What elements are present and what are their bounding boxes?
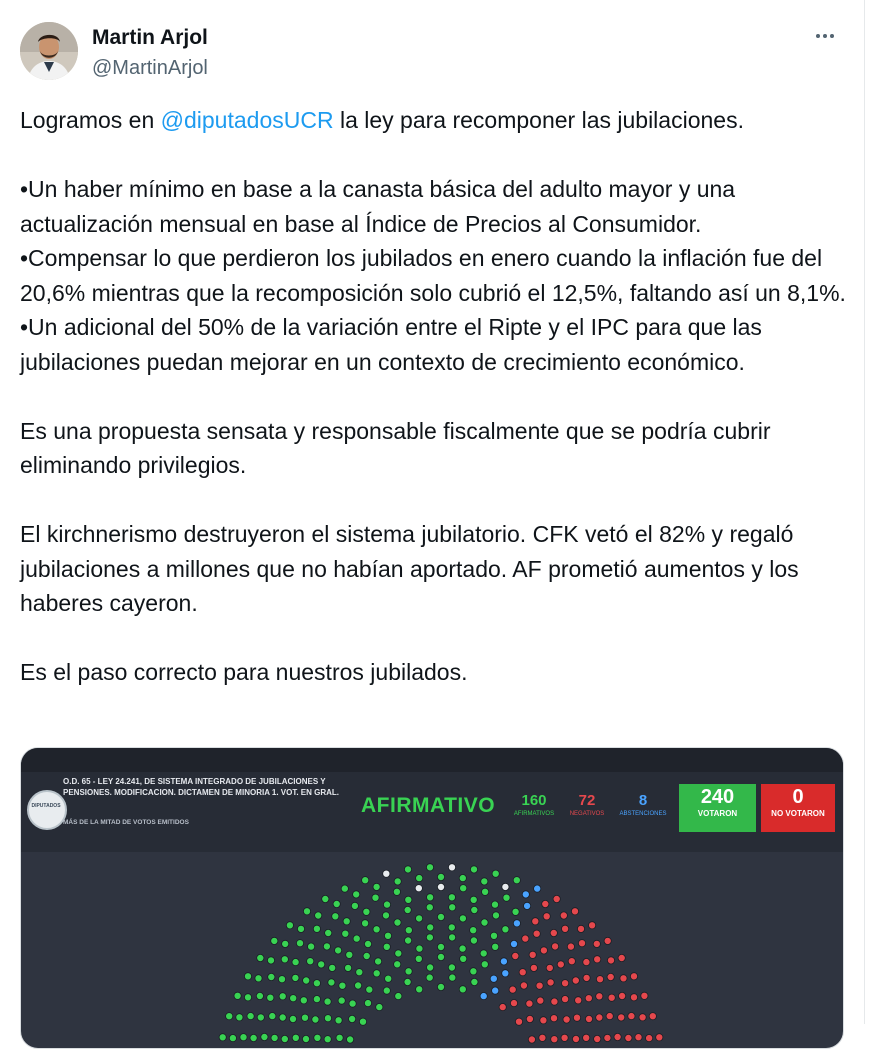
seat-dot bbox=[373, 970, 380, 977]
dot-icon bbox=[830, 34, 834, 38]
seat-dot bbox=[481, 961, 488, 968]
seat-dot bbox=[583, 959, 590, 966]
seat-dot bbox=[585, 1015, 592, 1022]
seat-dot bbox=[349, 1000, 356, 1007]
seat-dot bbox=[448, 964, 455, 971]
seat-dot bbox=[300, 997, 307, 1004]
seat-dot bbox=[342, 930, 349, 937]
board-top-bar bbox=[21, 748, 843, 772]
seat-dot bbox=[314, 1034, 321, 1041]
seat-dot bbox=[573, 1014, 580, 1021]
seat-dot bbox=[292, 959, 299, 966]
seat-dot bbox=[349, 1015, 356, 1022]
seat-dot bbox=[568, 958, 575, 965]
dot-icon bbox=[816, 34, 820, 38]
seat-dot bbox=[513, 877, 520, 884]
seat-dot bbox=[557, 961, 564, 968]
seat-dot bbox=[250, 1034, 257, 1041]
seat-dot bbox=[405, 896, 412, 903]
seat-dot bbox=[366, 986, 373, 993]
seat-dot bbox=[415, 955, 422, 962]
tweet-paragraph: Es una propuesta sensata y responsable fiscalmente que se podría cubrir eliminando privilegios. bbox=[20, 417, 771, 478]
seat-dot bbox=[577, 925, 584, 932]
seat-dot bbox=[346, 951, 353, 958]
seat-dot bbox=[578, 940, 585, 947]
seat-dot bbox=[240, 1034, 247, 1041]
abstenciones-tally bbox=[608, 792, 678, 817]
seat-dot bbox=[437, 873, 444, 880]
seat-dot bbox=[292, 1034, 299, 1041]
seat-dot bbox=[343, 918, 350, 925]
author-handle[interactable]: @MartinArjol bbox=[92, 57, 208, 79]
seat-dot bbox=[562, 996, 569, 1003]
seat-dot bbox=[395, 993, 402, 1000]
chamber-logo-text: DIPUTADOS bbox=[31, 803, 61, 809]
votaron-label: VOTARON bbox=[697, 809, 738, 818]
seat-dot bbox=[426, 974, 433, 981]
seat-dot bbox=[416, 945, 423, 952]
tweet-header bbox=[20, 22, 850, 84]
seat-dot bbox=[552, 943, 559, 950]
afirmativos-label: AFIRMATIVOS bbox=[513, 811, 555, 817]
seat-dot bbox=[572, 1035, 579, 1042]
seat-dot bbox=[394, 919, 401, 926]
seat-dot bbox=[336, 1034, 343, 1041]
seat-dot bbox=[426, 864, 433, 871]
seat-dot bbox=[492, 987, 499, 994]
seat-dot bbox=[236, 1014, 243, 1021]
seat-dot bbox=[394, 878, 401, 885]
seat-dot bbox=[437, 883, 444, 890]
seat-dot bbox=[383, 901, 390, 908]
seat-dot bbox=[353, 891, 360, 898]
seat-dot bbox=[290, 995, 297, 1002]
seat-dot bbox=[522, 891, 529, 898]
seat-dot bbox=[515, 1018, 522, 1025]
seat-dot bbox=[373, 883, 380, 890]
negativos-count: 72 bbox=[578, 792, 596, 809]
seat-dot bbox=[307, 958, 314, 965]
seat-dot bbox=[427, 894, 434, 901]
seat-dot bbox=[502, 883, 509, 890]
seat-dot bbox=[628, 1013, 635, 1020]
seat-dot bbox=[345, 964, 352, 971]
seat-dot bbox=[282, 940, 289, 947]
seat-dot bbox=[618, 954, 625, 961]
seat-dot bbox=[313, 980, 320, 987]
seat-dot bbox=[363, 908, 370, 915]
seat-dot bbox=[229, 1035, 236, 1042]
seat-dot bbox=[271, 937, 278, 944]
seat-dot bbox=[289, 1015, 296, 1022]
seat-dot bbox=[257, 954, 264, 961]
seat-dot bbox=[393, 888, 400, 895]
seat-dot bbox=[596, 993, 603, 1000]
seat-dot bbox=[281, 956, 288, 963]
seat-dot bbox=[437, 943, 444, 950]
seat-dot bbox=[339, 982, 346, 989]
seat-dot bbox=[534, 885, 541, 892]
abstenciones-count: 8 bbox=[638, 792, 648, 809]
seat-dot bbox=[459, 915, 466, 922]
seat-dot bbox=[279, 993, 286, 1000]
seat-dot bbox=[405, 968, 412, 975]
seat-dot bbox=[301, 1014, 308, 1021]
seat-dot bbox=[426, 904, 433, 911]
no-votaron-label: NO VOTARON bbox=[771, 809, 825, 818]
seat-dot bbox=[416, 915, 423, 922]
seat-dot bbox=[656, 1034, 663, 1041]
votaron-box bbox=[679, 784, 756, 832]
mention-link[interactable]: @diputadosUCR bbox=[160, 107, 334, 133]
seat-dot bbox=[551, 1036, 558, 1043]
seat-dot bbox=[470, 927, 477, 934]
negativos-label: NEGATIVOS bbox=[569, 811, 605, 817]
seat-dot bbox=[338, 997, 345, 1004]
seat-dot bbox=[449, 904, 456, 911]
votaron-count: 240 bbox=[700, 786, 735, 808]
majority-label: MÁS DE LA MITAD DE VOTOS EMITIDOS bbox=[63, 819, 189, 826]
seat-dot bbox=[482, 888, 489, 895]
seat-dot bbox=[542, 900, 549, 907]
seat-dot bbox=[639, 1014, 646, 1021]
seat-dot bbox=[585, 995, 592, 1002]
seat-dot bbox=[470, 866, 477, 873]
seat-dot bbox=[608, 994, 615, 1001]
seat-dot bbox=[620, 975, 627, 982]
seat-dot bbox=[372, 894, 379, 901]
seat-dot bbox=[426, 934, 433, 941]
vote-board-header bbox=[21, 772, 843, 852]
seat-dot bbox=[448, 864, 455, 871]
seat-dot bbox=[404, 866, 411, 873]
tweet-paragraph: El kirchnerismo destruyeron el sistema jubilatorio. CFK vetó el 82% y regaló jubilaciones a millones que no habían aportado. AF prometió aumentos y los haberes cayeron. bbox=[20, 521, 799, 616]
seat-dot bbox=[226, 1013, 233, 1020]
seat-dot bbox=[384, 932, 391, 939]
seat-dot bbox=[347, 1036, 354, 1043]
seat-dot bbox=[324, 998, 331, 1005]
seat-dot bbox=[460, 955, 467, 962]
seat-dot bbox=[244, 973, 251, 980]
seat-dot bbox=[607, 973, 614, 980]
seat-dot bbox=[449, 974, 456, 981]
seat-dot bbox=[359, 1018, 366, 1025]
seat-dot bbox=[596, 976, 603, 983]
seat-dot bbox=[561, 1034, 568, 1041]
seat-dot bbox=[382, 912, 389, 919]
seat-dot bbox=[437, 953, 444, 960]
tweet-text-segment: la ley para recomponer las jubilaciones. bbox=[333, 107, 744, 133]
avatar[interactable] bbox=[20, 22, 78, 80]
seat-dot bbox=[256, 992, 263, 999]
seat-dot bbox=[375, 958, 382, 965]
seat-dot bbox=[500, 958, 507, 965]
seat-dot bbox=[297, 925, 304, 932]
seat-dot bbox=[562, 925, 569, 932]
seat-dot bbox=[530, 964, 537, 971]
tweet-paragraph: Es el paso correcto para nuestros jubilados. bbox=[20, 659, 468, 685]
seat-dot bbox=[416, 986, 423, 993]
seat-dot bbox=[596, 1014, 603, 1021]
seat-dot bbox=[510, 940, 517, 947]
seat-dot bbox=[560, 912, 567, 919]
seat-dot bbox=[491, 901, 498, 908]
seat-dot bbox=[625, 1034, 632, 1041]
seat-dot bbox=[362, 920, 369, 927]
seat-dot bbox=[520, 982, 527, 989]
seat-dot bbox=[268, 973, 275, 980]
seat-dot bbox=[459, 945, 466, 952]
seat-dot bbox=[512, 908, 519, 915]
seat-dot bbox=[437, 913, 444, 920]
seat-dot bbox=[481, 878, 488, 885]
tweet-paragraph: •Compensar lo que perdieron los jubilados en enero cuando la inflación fue del 20,6% mientras que la recomposición solo cubrió el 12,5%, faltando así un 8,1%. bbox=[20, 245, 846, 306]
vote-result: AFIRMATIVO bbox=[361, 794, 496, 817]
seat-dot bbox=[362, 877, 369, 884]
seat-dot bbox=[261, 1033, 268, 1040]
seat-dot bbox=[528, 1036, 535, 1043]
seat-dot bbox=[364, 940, 371, 947]
seat-dot bbox=[567, 943, 574, 950]
seat-dot bbox=[471, 978, 478, 985]
seat-dot bbox=[335, 947, 342, 954]
seat-dot bbox=[562, 980, 569, 987]
seat-dot bbox=[604, 1034, 611, 1041]
timeline-border bbox=[864, 0, 865, 1024]
seat-dot bbox=[363, 952, 370, 959]
seat-dot bbox=[524, 902, 531, 909]
more-options-button[interactable] bbox=[810, 24, 840, 48]
seat-dot bbox=[604, 937, 611, 944]
seat-dot bbox=[499, 1004, 506, 1011]
seat-dot bbox=[333, 900, 340, 907]
seat-dot bbox=[618, 1014, 625, 1021]
chamber-logo-icon bbox=[27, 790, 67, 830]
seat-dot bbox=[395, 950, 402, 957]
seat-dot bbox=[255, 975, 262, 982]
seat-dot bbox=[303, 977, 310, 984]
seat-dot bbox=[522, 935, 529, 942]
seat-dot bbox=[533, 930, 540, 937]
seat-dot bbox=[322, 895, 329, 902]
seat-dot bbox=[427, 964, 434, 971]
seat-dot bbox=[551, 998, 558, 1005]
seat-dot bbox=[630, 994, 637, 1001]
seat-dot bbox=[490, 975, 497, 982]
seat-dot bbox=[503, 894, 510, 901]
motion-title: O.D. 65 - LEY 24.241, DE SISTEMA INTEGRADO DE JUBILACIONES Y PENSIONES. MODIFICACION. DICTAMEN DE MINORIA 1. VOT. EN GRAL. bbox=[63, 777, 340, 797]
seat-dot bbox=[641, 992, 648, 999]
seat-dot bbox=[490, 932, 497, 939]
seat-dot bbox=[385, 975, 392, 982]
seat-dot bbox=[594, 1035, 601, 1042]
seat-dot bbox=[536, 982, 543, 989]
seat-dot bbox=[481, 919, 488, 926]
seat-dot bbox=[315, 912, 322, 919]
seat-dot bbox=[460, 885, 467, 892]
seat-dot bbox=[480, 993, 487, 1000]
seat-dot bbox=[376, 1004, 383, 1011]
seat-dot bbox=[619, 992, 626, 999]
seat-dot bbox=[318, 961, 325, 968]
seat-dot bbox=[323, 943, 330, 950]
seat-dot bbox=[405, 937, 412, 944]
seat-dot bbox=[325, 929, 332, 936]
seat-dot bbox=[308, 943, 315, 950]
seat-dot bbox=[589, 922, 596, 929]
seat-dot bbox=[509, 986, 516, 993]
seat-dot bbox=[292, 974, 299, 981]
seat-dot bbox=[383, 943, 390, 950]
seat-dot bbox=[332, 913, 339, 920]
seat-dot bbox=[593, 940, 600, 947]
seat-dot bbox=[543, 913, 550, 920]
seat-dot bbox=[394, 961, 401, 968]
seat-dot bbox=[529, 951, 536, 958]
seat-dot bbox=[324, 1036, 331, 1043]
tweet-paragraph: •Un adicional del 50% de la variación entre el Ripte y el IPC para que las jubilaciones puedan mejorar en un contexto de crecimiento económico. bbox=[20, 314, 762, 375]
seat-dot bbox=[614, 1033, 621, 1040]
seat-dot bbox=[303, 908, 310, 915]
seat-dot bbox=[302, 1035, 309, 1042]
seat-dot bbox=[594, 956, 601, 963]
seat-dot bbox=[448, 894, 455, 901]
seat-dot bbox=[537, 997, 544, 1004]
seat-dot bbox=[383, 987, 390, 994]
seat-dot bbox=[470, 937, 477, 944]
seat-dot bbox=[492, 912, 499, 919]
seat-dot bbox=[540, 947, 547, 954]
tweet-media-image[interactable] bbox=[20, 747, 844, 1049]
seat-dot bbox=[448, 924, 455, 931]
seat-dot bbox=[356, 969, 363, 976]
seat-dot bbox=[281, 1035, 288, 1042]
seat-dot bbox=[646, 1035, 653, 1042]
seat-dot bbox=[219, 1034, 226, 1041]
seat-dot bbox=[526, 1015, 533, 1022]
seat-dot bbox=[267, 994, 274, 1001]
seat-dot bbox=[341, 885, 348, 892]
seat-dot bbox=[550, 1015, 557, 1022]
seat-dot bbox=[373, 926, 380, 933]
seat-dot bbox=[279, 1014, 286, 1021]
seat-dot bbox=[583, 974, 590, 981]
seat-dot bbox=[471, 906, 478, 913]
seat-dot bbox=[630, 973, 637, 980]
seat-dot bbox=[606, 1013, 613, 1020]
seat-dot bbox=[571, 908, 578, 915]
seat-dot bbox=[575, 997, 582, 1004]
tweet-paragraph bbox=[20, 103, 850, 138]
seat-dot bbox=[404, 978, 411, 985]
seat-dot bbox=[247, 1013, 254, 1020]
seat-dot bbox=[449, 934, 456, 941]
seat-dot bbox=[526, 1000, 533, 1007]
seat-dot bbox=[510, 1000, 517, 1007]
seat-dot bbox=[244, 994, 251, 1001]
seat-dot bbox=[540, 1017, 547, 1024]
seat-dot bbox=[271, 1034, 278, 1041]
tweet-text bbox=[20, 103, 850, 690]
seat-dot bbox=[364, 1000, 371, 1007]
seat-dot bbox=[539, 1034, 546, 1041]
seat-dot bbox=[257, 1014, 264, 1021]
seat-dot bbox=[437, 983, 444, 990]
seat-dot bbox=[329, 964, 336, 971]
seat-dot bbox=[649, 1013, 656, 1020]
hemicycle-seat-chart bbox=[21, 852, 843, 1048]
seat-dot bbox=[459, 875, 466, 882]
seat-dot bbox=[553, 895, 560, 902]
abstenciones-label: ABSTENCIONES bbox=[619, 811, 667, 817]
afirmativos-count: 160 bbox=[521, 792, 547, 809]
seat-dot bbox=[563, 1016, 570, 1023]
seat-dot bbox=[492, 870, 499, 877]
seat-dot bbox=[550, 929, 557, 936]
seat-dot bbox=[335, 1017, 342, 1024]
seat-dot bbox=[416, 875, 423, 882]
seat-dot bbox=[546, 964, 553, 971]
seat-dot bbox=[278, 976, 285, 983]
dot-icon bbox=[823, 34, 827, 38]
seat-dot bbox=[502, 926, 509, 933]
seat-dot bbox=[502, 970, 509, 977]
no-votaron-count: 0 bbox=[792, 786, 804, 808]
seat-dot bbox=[635, 1034, 642, 1041]
seat-dot bbox=[234, 992, 241, 999]
seat-dot bbox=[512, 952, 519, 959]
seat-dot bbox=[355, 982, 362, 989]
seat-dot bbox=[427, 924, 434, 931]
seat-dot bbox=[519, 969, 526, 976]
seat-dot bbox=[351, 902, 358, 909]
seat-dot bbox=[286, 922, 293, 929]
seat-dot bbox=[415, 885, 422, 892]
seat-dot bbox=[405, 927, 412, 934]
seat-dot bbox=[353, 935, 360, 942]
author-name[interactable]: Martin Arjol bbox=[92, 26, 208, 49]
seat-dot bbox=[470, 968, 477, 975]
seat-dot bbox=[470, 896, 477, 903]
seat-dot bbox=[324, 1015, 331, 1022]
seat-dot bbox=[583, 1034, 590, 1041]
seat-dot bbox=[532, 918, 539, 925]
seat-dot bbox=[312, 1016, 319, 1023]
no-votaron-box bbox=[761, 784, 835, 832]
seat-dot bbox=[547, 979, 554, 986]
seat-dot bbox=[313, 996, 320, 1003]
seat-dot bbox=[607, 957, 614, 964]
seat-dot bbox=[513, 920, 520, 927]
seat-dot bbox=[459, 986, 466, 993]
seat-dot bbox=[313, 925, 320, 932]
seat-dot bbox=[296, 940, 303, 947]
seat-dot bbox=[492, 943, 499, 950]
seat-dot bbox=[269, 1013, 276, 1020]
seat-dot bbox=[572, 977, 579, 984]
seat-dot bbox=[383, 870, 390, 877]
tweet-paragraph: •Un haber mínimo en base a la canasta básica del adulto mayor y una actualización mensual en base al Índice de Precios al Consumidor. bbox=[20, 176, 736, 237]
tweet-text-segment: Logramos en bbox=[20, 107, 161, 133]
seat-dot bbox=[328, 979, 335, 986]
seat-dot bbox=[404, 906, 411, 913]
seat-dot bbox=[267, 957, 274, 964]
seat-dot bbox=[480, 950, 487, 957]
